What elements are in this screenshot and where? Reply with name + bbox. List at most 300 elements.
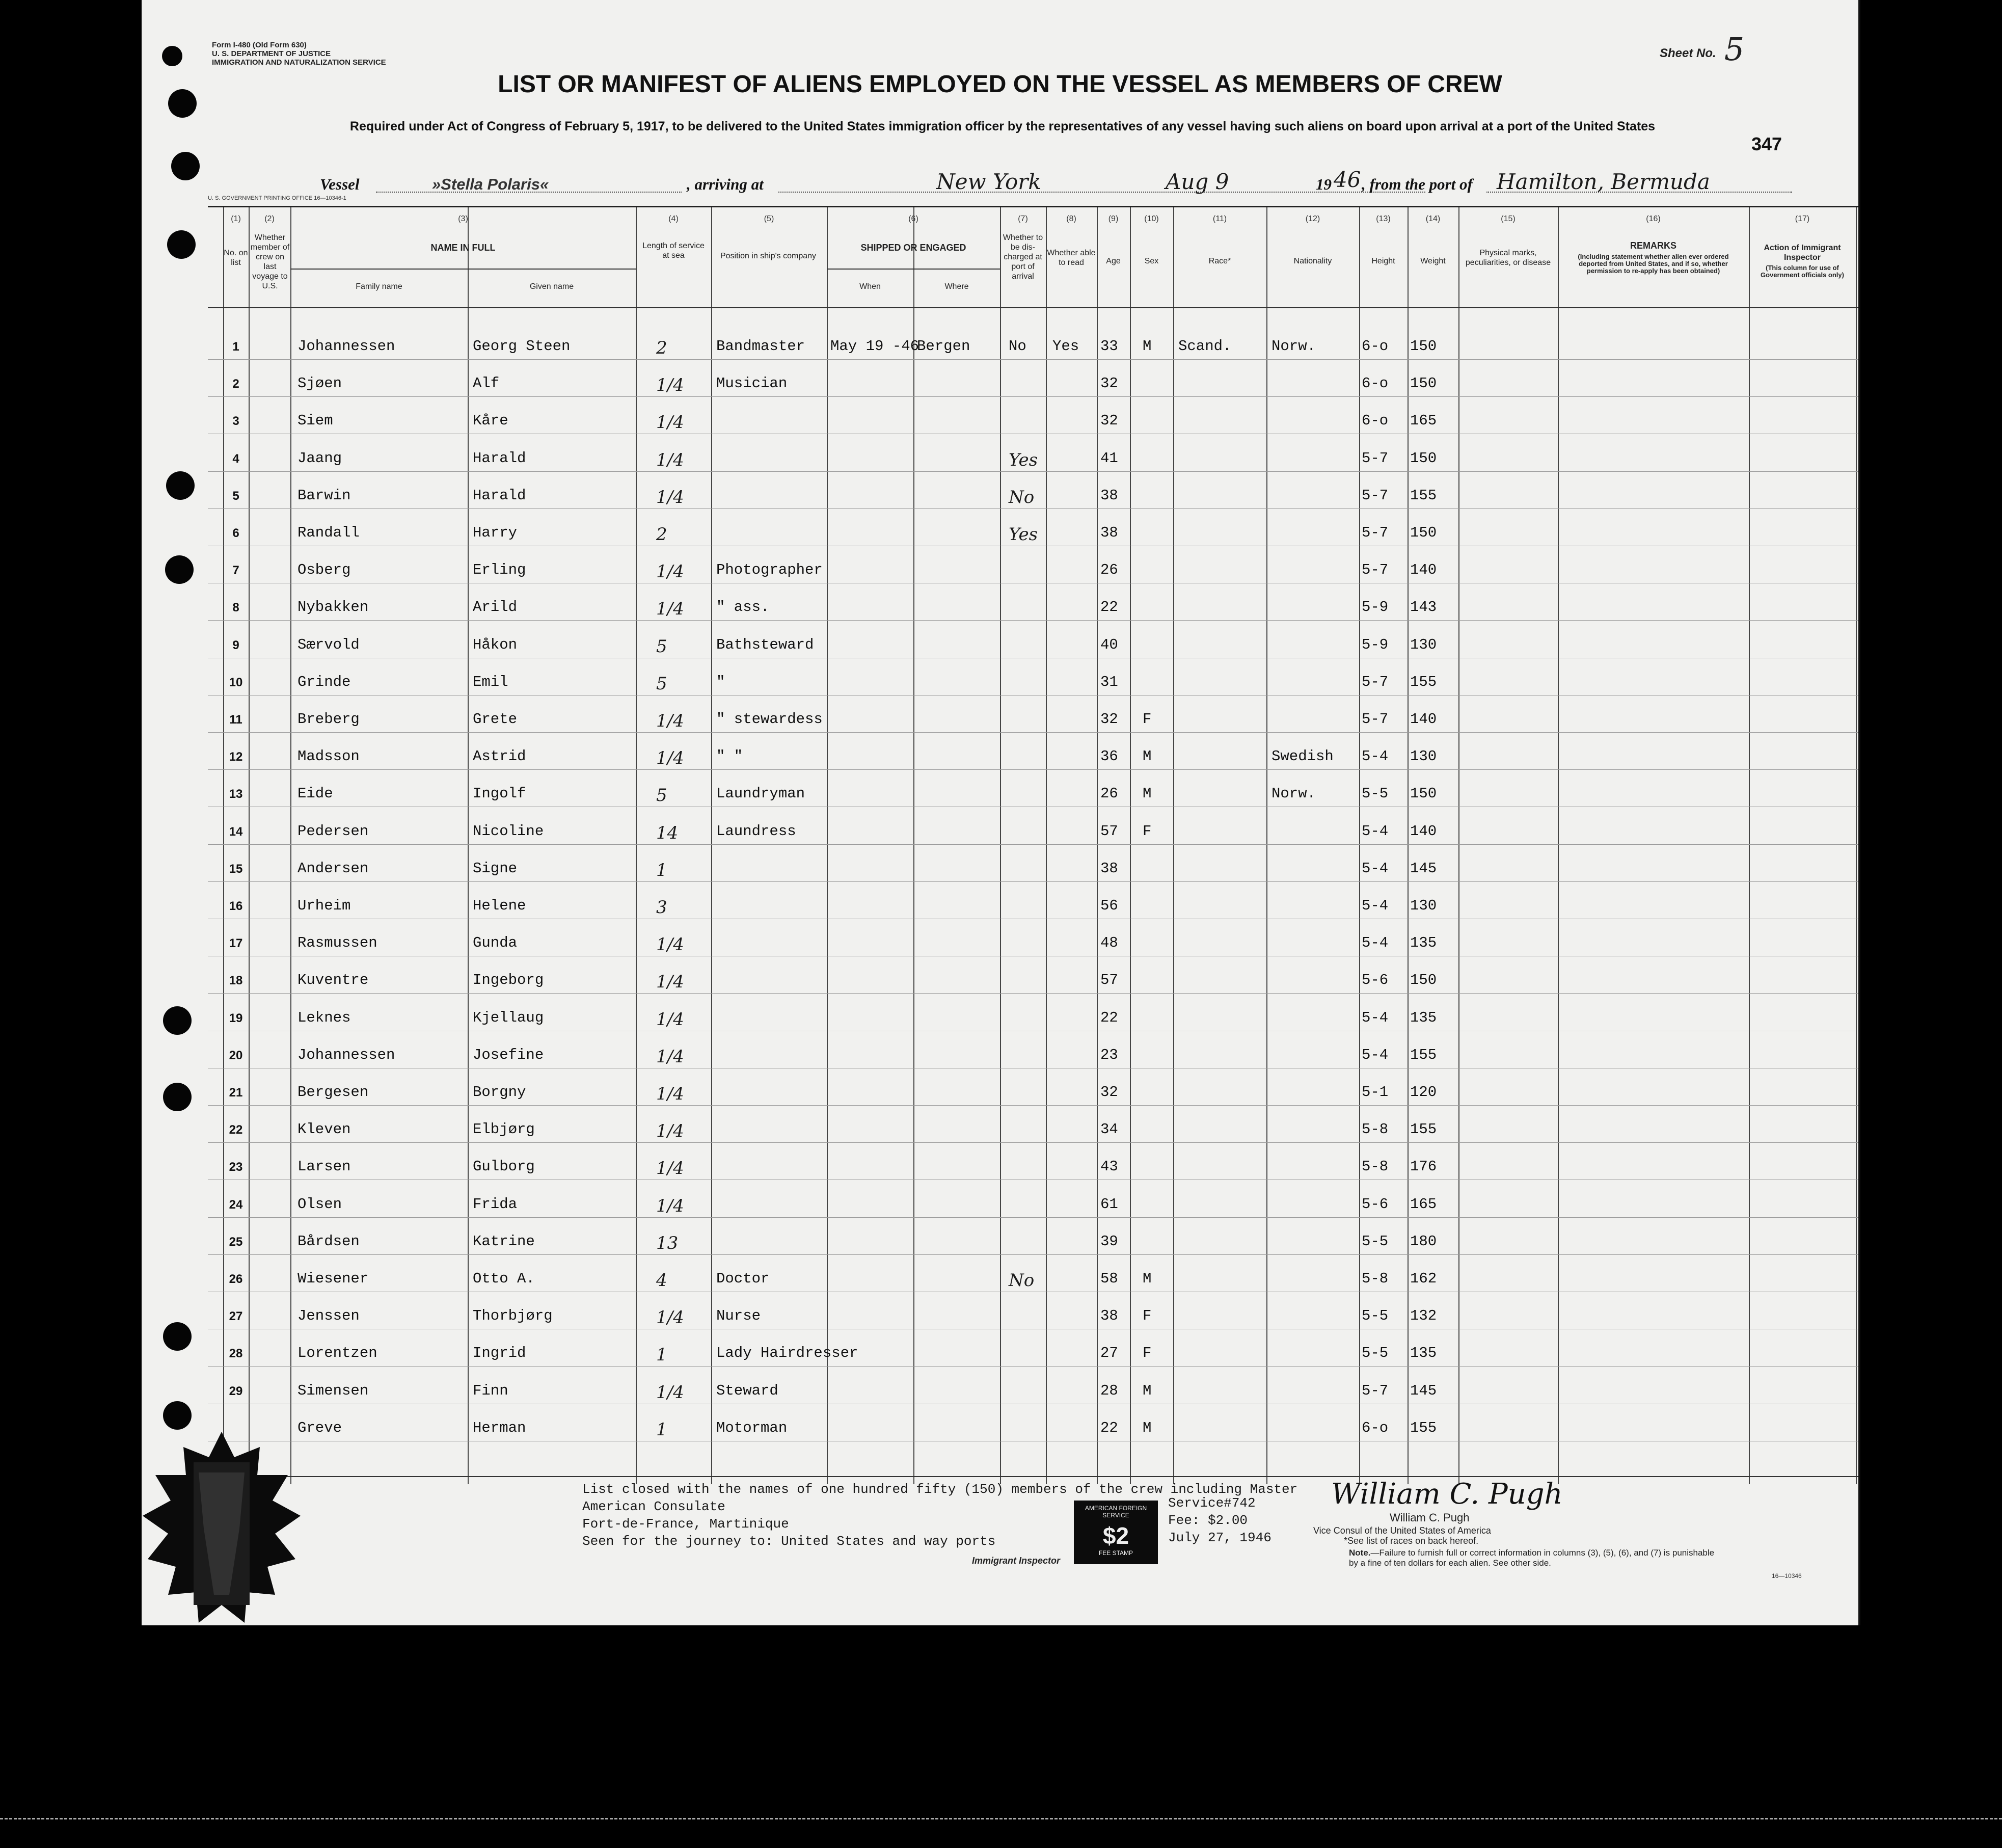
- height-cell: 5-7: [1362, 711, 1389, 728]
- age-cell: 61: [1100, 1195, 1118, 1213]
- service-length-cell: 3: [656, 897, 667, 918]
- header-rule: [290, 269, 636, 270]
- weight-cell: 162: [1410, 1270, 1437, 1287]
- weight-cell: 145: [1410, 860, 1437, 877]
- stamp-label: AMERICAN FOREIGN SERVICE: [1085, 1505, 1147, 1519]
- row-number: 2: [232, 377, 239, 391]
- family-name-cell: Barwin: [297, 487, 351, 504]
- height-cell: 5-5: [1362, 1233, 1389, 1250]
- inspector-label: Immigrant Inspector: [972, 1556, 1061, 1566]
- column-number: (10): [1144, 215, 1159, 223]
- row-rule: [208, 1142, 1858, 1143]
- printing-office-line: U. S. GOVERNMENT PRINTING OFFICE 16—10346-1: [208, 195, 346, 201]
- binder-hole: [163, 1401, 192, 1430]
- height-cell: 5-7: [1362, 1382, 1389, 1399]
- height-cell: 5-4: [1362, 897, 1389, 914]
- closing-line: Fort-de-France, Martinique: [582, 1516, 789, 1532]
- weight-cell: 155: [1410, 487, 1437, 504]
- service-length-cell: 1: [656, 860, 667, 880]
- arrival-year: 46: [1334, 167, 1361, 192]
- sheet-number: [1660, 31, 1744, 68]
- row-number: 11: [229, 713, 242, 727]
- age-cell: 22: [1100, 1009, 1118, 1026]
- binder-hole: [163, 1322, 192, 1351]
- discharged-cell: No: [1009, 487, 1035, 507]
- stamp-value: $2: [1102, 1522, 1129, 1549]
- age-cell: 33: [1100, 338, 1118, 355]
- header-discharged: Whether to be dis-charged at port of arrival: [1003, 233, 1043, 281]
- family-name-cell: Lorentzen: [297, 1345, 377, 1362]
- weight-cell: 135: [1410, 1345, 1437, 1362]
- age-cell: 39: [1100, 1233, 1118, 1250]
- position-cell: ": [716, 673, 725, 690]
- service-length-cell: 1/4: [656, 711, 684, 731]
- given-name-cell: Astrid: [473, 748, 526, 765]
- row-rule: [208, 769, 1858, 770]
- signer-name: William C. Pugh: [1390, 1511, 1470, 1524]
- column-rule: [711, 207, 712, 1484]
- closing-line: List closed with the names of one hundred fifty (150) members of the crew including Master: [582, 1482, 1298, 1497]
- header-given-name: Given name: [529, 282, 574, 291]
- weight-cell: 135: [1410, 1009, 1437, 1026]
- column-number: (1): [231, 215, 241, 223]
- service-length-cell: 2: [656, 338, 667, 358]
- sex-cell: M: [1143, 1270, 1152, 1287]
- vessel-name: »Stella Polaris«: [432, 175, 549, 193]
- given-name-cell: Herman: [473, 1419, 526, 1436]
- weight-cell: 130: [1410, 897, 1437, 914]
- service-length-cell: 1: [656, 1345, 667, 1365]
- height-cell: 5-4: [1362, 822, 1389, 840]
- column-number: (6): [908, 215, 918, 223]
- column-rule: [636, 207, 637, 1484]
- height-cell: 5-7: [1362, 449, 1389, 467]
- column-rule: [913, 207, 914, 1484]
- family-name-cell: Andersen: [297, 860, 369, 877]
- weight-cell: 140: [1410, 822, 1437, 840]
- given-name-cell: Frida: [473, 1195, 518, 1213]
- family-name-cell: Bergesen: [297, 1084, 369, 1101]
- age-cell: 38: [1100, 1307, 1118, 1325]
- given-name-cell: Gulborg: [473, 1158, 535, 1175]
- row-rule: [208, 732, 1858, 733]
- sheet-no-value: 5: [1724, 31, 1745, 68]
- given-name-cell: Elbjørg: [473, 1121, 535, 1138]
- height-cell: 5-7: [1362, 487, 1389, 504]
- row-rule: [208, 1217, 1858, 1218]
- header-last-voyage: Whether member of crew on last voyage to U.S.: [250, 233, 290, 290]
- form-id-line: IMMIGRATION AND NATURALIZATION SERVICE: [212, 58, 386, 67]
- binder-hole: [166, 471, 195, 500]
- header-rule: [827, 269, 1000, 270]
- height-cell: 5-6: [1362, 1195, 1389, 1213]
- age-cell: 28: [1100, 1382, 1118, 1399]
- race-note: *See list of races on back hereof.: [1344, 1536, 1479, 1546]
- column-rule: [249, 207, 250, 1484]
- service-length-cell: 4: [656, 1270, 667, 1291]
- given-name-cell: Kåre: [473, 412, 508, 430]
- position-cell: Steward: [716, 1382, 778, 1399]
- weight-cell: 155: [1410, 673, 1437, 690]
- binder-hole: [167, 230, 196, 259]
- weight-cell: 150: [1410, 338, 1437, 355]
- family-name-cell: Grinde: [297, 673, 351, 690]
- column-rule: [1458, 207, 1459, 1484]
- age-cell: 22: [1100, 1419, 1118, 1436]
- height-cell: 5-9: [1362, 599, 1389, 616]
- binder-hole: [163, 1006, 192, 1035]
- column-number: (2): [264, 215, 275, 223]
- document-subtitle: Required under Act of Congress of February 5, 1917, to be delivered to the United States immigration officer by the representatives of any vessel having such aliens on board upon arrival at a port of the United States: [349, 119, 1656, 133]
- weight-cell: 145: [1410, 1382, 1437, 1399]
- age-cell: 41: [1100, 449, 1118, 467]
- family-name-cell: Sjøen: [297, 375, 342, 392]
- age-cell: 32: [1100, 711, 1118, 728]
- age-cell: 32: [1100, 1084, 1118, 1101]
- service-length-cell: 1/4: [656, 1382, 684, 1403]
- header-able-to-read: Whether able to read: [1047, 249, 1096, 267]
- scan-edge-line: [0, 1818, 2002, 1819]
- family-name-cell: Kleven: [297, 1121, 351, 1138]
- row-number: 27: [229, 1309, 243, 1324]
- from-port: Hamilton, Bermuda: [1497, 169, 1710, 194]
- family-name-cell: Kuventre: [297, 972, 369, 989]
- age-cell: 57: [1100, 972, 1118, 989]
- from-port-label: , from the port of: [1362, 175, 1473, 193]
- column-rule: [1266, 207, 1267, 1484]
- column-rule: [223, 207, 224, 1484]
- given-name-cell: Nicoline: [473, 822, 544, 840]
- consular-date: July 27, 1946: [1168, 1530, 1271, 1545]
- age-cell: 26: [1100, 561, 1118, 579]
- binder-hole: [163, 1083, 192, 1111]
- discharged-cell: Yes: [1009, 524, 1038, 545]
- discharged-cell: No: [1009, 1270, 1035, 1291]
- age-cell: 22: [1100, 599, 1118, 616]
- document-title: LIST OR MANIFEST OF ALIENS EMPLOYED ON THE VESSEL AS MEMBERS OF CREW: [498, 71, 1502, 98]
- column-rule: [1000, 207, 1001, 1484]
- row-rule: [208, 881, 1858, 882]
- position-cell: Lady Hairdresser: [716, 1345, 858, 1362]
- row-rule: [208, 471, 1858, 472]
- vessel-label: Vessel: [320, 175, 360, 193]
- form-id-line: U. S. DEPARTMENT OF JUSTICE: [212, 49, 331, 58]
- sex-cell: M: [1143, 748, 1152, 765]
- given-name-cell: Georg Steen: [473, 338, 571, 355]
- header-race: Race*: [1208, 257, 1231, 265]
- height-cell: 5-4: [1362, 748, 1389, 765]
- row-number: 3: [232, 414, 239, 428]
- row-rule: [208, 1254, 1858, 1255]
- service-length-cell: 1/4: [656, 1121, 684, 1142]
- row-rule: [208, 993, 1858, 994]
- row-number: 21: [229, 1086, 243, 1100]
- service-length-cell: 1/4: [656, 1084, 684, 1104]
- column-number: (12): [1305, 215, 1320, 223]
- row-number: 24: [229, 1197, 243, 1212]
- row-number: 26: [229, 1272, 243, 1286]
- header-where: Where: [944, 282, 969, 291]
- row-number: 9: [232, 638, 239, 652]
- age-cell: 40: [1100, 636, 1118, 653]
- age-cell: 38: [1100, 524, 1118, 541]
- age-cell: 58: [1100, 1270, 1118, 1287]
- binder-hole: [162, 46, 182, 66]
- weight-cell: 135: [1410, 934, 1437, 952]
- row-rule: [208, 359, 1858, 360]
- height-cell: 5-7: [1362, 524, 1389, 541]
- note-label: Note.: [1349, 1548, 1371, 1558]
- service-length-cell: 2: [656, 524, 667, 545]
- service-length-cell: 1/4: [656, 375, 684, 396]
- header-physical-marks: Physical marks, peculiarities, or disease: [1465, 249, 1551, 267]
- row-number: 15: [229, 862, 243, 876]
- row-rule: [208, 1105, 1858, 1106]
- given-name-cell: Signe: [473, 860, 518, 877]
- header-when: When: [859, 282, 881, 291]
- sex-cell: M: [1143, 1419, 1152, 1436]
- row-rule: [208, 844, 1858, 845]
- row-number: 6: [232, 526, 239, 540]
- consul-signature: William C. Pugh: [1331, 1478, 1563, 1511]
- sex-cell: M: [1143, 338, 1152, 355]
- position-cell: Motorman: [716, 1419, 788, 1436]
- given-name-cell: Alf: [473, 375, 500, 392]
- row-number: 19: [229, 1011, 243, 1025]
- service-length-cell: 1/4: [656, 1195, 684, 1216]
- given-name-cell: Borgny: [473, 1084, 526, 1101]
- nationality-cell: Norw.: [1271, 785, 1316, 802]
- service-length-cell: 13: [656, 1233, 679, 1253]
- document-number: 347: [1751, 133, 1782, 154]
- header-shipped-engaged: SHIPPED OR ENGAGED: [860, 243, 966, 253]
- column-number: (3): [458, 215, 468, 223]
- race-cell: Scand.: [1178, 338, 1232, 355]
- given-name-cell: Kjellaug: [473, 1009, 544, 1026]
- weight-cell: 176: [1410, 1158, 1437, 1175]
- weight-cell: 150: [1410, 375, 1437, 392]
- row-number: 18: [229, 974, 243, 988]
- sex-cell: M: [1143, 785, 1152, 802]
- family-name-cell: Eide: [297, 785, 333, 802]
- column-rule: [1856, 207, 1857, 1484]
- position-cell: Nurse: [716, 1307, 761, 1325]
- family-name-cell: Jaang: [297, 449, 342, 467]
- height-cell: 5-8: [1362, 1270, 1389, 1287]
- column-rule: [290, 207, 291, 1484]
- fee-stamp: [1074, 1501, 1158, 1564]
- stamp-bottom: FEE STAMP: [1098, 1549, 1133, 1557]
- header-no-on-list: No. on list: [224, 249, 248, 267]
- closing-line: Seen for the journey to: United States and way ports: [582, 1534, 996, 1549]
- header-rule: [208, 307, 1858, 308]
- family-name-cell: Rasmussen: [297, 934, 377, 952]
- position-cell: Laundryman: [716, 785, 805, 802]
- given-name-cell: Grete: [473, 711, 518, 728]
- given-name-cell: Erling: [473, 561, 526, 579]
- given-name-cell: Ingrid: [473, 1345, 526, 1362]
- service-length-cell: 1/4: [656, 934, 684, 955]
- binder-hole: [171, 152, 200, 180]
- penalty-note: [1349, 1548, 1716, 1568]
- header-remarks: REMARKS: [1630, 240, 1676, 251]
- column-rule: [1359, 207, 1360, 1484]
- weight-cell: 155: [1410, 1046, 1437, 1063]
- sex-cell: M: [1143, 1382, 1152, 1399]
- service-length-cell: 14: [656, 822, 679, 843]
- height-cell: 5-4: [1362, 860, 1389, 877]
- weight-cell: 150: [1410, 449, 1437, 467]
- height-cell: 5-1: [1362, 1084, 1389, 1101]
- weight-cell: 155: [1410, 1419, 1437, 1436]
- position-cell: " stewardess: [716, 711, 823, 728]
- row-number: 22: [229, 1123, 243, 1137]
- row-number: 20: [229, 1048, 243, 1062]
- given-name-cell: Katrine: [473, 1233, 535, 1250]
- form-code: 16—10346: [1772, 1572, 1802, 1579]
- row-number: 14: [229, 824, 243, 839]
- column-rule: [1046, 207, 1047, 1484]
- height-cell: 5-4: [1362, 1009, 1389, 1026]
- age-cell: 31: [1100, 673, 1118, 690]
- family-name-cell: Urheim: [297, 897, 351, 914]
- height-cell: 5-5: [1362, 1307, 1389, 1325]
- discharged-cell: No: [1009, 338, 1026, 355]
- row-number: 12: [229, 750, 243, 764]
- given-name-cell: Harald: [473, 487, 526, 504]
- header-weight: Weight: [1420, 257, 1446, 265]
- given-name-cell: Ingolf: [473, 785, 526, 802]
- weight-cell: 165: [1410, 1195, 1437, 1213]
- column-number: (5): [764, 215, 774, 223]
- row-number: 23: [229, 1160, 243, 1174]
- family-name-cell: Siem: [297, 412, 333, 430]
- row-number: 28: [229, 1347, 243, 1361]
- age-cell: 56: [1100, 897, 1118, 914]
- height-cell: 5-6: [1362, 972, 1389, 989]
- family-name-cell: Greve: [297, 1419, 342, 1436]
- service-length-cell: 1/4: [656, 748, 684, 769]
- row-number: 10: [229, 675, 243, 689]
- consular-fee-block: [1168, 1494, 1271, 1546]
- age-cell: 34: [1100, 1121, 1118, 1138]
- table-bottom-rule: [208, 1476, 1858, 1477]
- column-number: (13): [1376, 215, 1391, 223]
- given-name-cell: Thorbjørg: [473, 1307, 553, 1325]
- column-rule: [1173, 207, 1174, 1484]
- sheet-label: Sheet No.: [1660, 46, 1716, 60]
- row-number: 29: [229, 1384, 243, 1398]
- given-name-cell: Arild: [473, 599, 518, 616]
- service-length-cell: 1/4: [656, 599, 684, 620]
- column-number: (14): [1425, 215, 1441, 223]
- height-cell: 5-5: [1362, 785, 1389, 802]
- fee-amount: Fee: $2.00: [1168, 1513, 1248, 1528]
- family-name-cell: Wiesener: [297, 1270, 369, 1287]
- form-id-line: Form I-480 (Old Form 630): [212, 41, 307, 49]
- age-cell: 38: [1100, 860, 1118, 877]
- position-cell: Laundress: [716, 822, 796, 840]
- nationality-cell: Norw.: [1271, 338, 1316, 355]
- row-number: 17: [229, 936, 243, 951]
- row-rule: [208, 396, 1858, 397]
- age-cell: 48: [1100, 934, 1118, 952]
- service-length-cell: 1/4: [656, 1046, 684, 1067]
- sex-cell: F: [1143, 711, 1152, 728]
- height-cell: 6-o: [1362, 338, 1389, 355]
- position-cell: Bandmaster: [716, 338, 805, 355]
- given-name-cell: Ingeborg: [473, 972, 544, 989]
- shipped-where-cell: Bergen: [917, 338, 970, 355]
- family-name-cell: Pedersen: [297, 822, 369, 840]
- header-inspector-sub: (This column for use of Government officials only): [1761, 264, 1844, 279]
- position-cell: Doctor: [716, 1270, 770, 1287]
- height-cell: 5-8: [1362, 1121, 1389, 1138]
- service-length-cell: 1/4: [656, 972, 684, 993]
- column-rule: [1408, 207, 1409, 1484]
- weight-cell: 120: [1410, 1084, 1437, 1101]
- note-text: —Failure to furnish full or correct information in columns (3), (5), (6), and (7) is punishable by a fine of ten dollars for each alien. See other side.: [1349, 1548, 1715, 1568]
- position-cell: " ass.: [716, 599, 770, 616]
- age-cell: 57: [1100, 822, 1118, 840]
- age-cell: 23: [1100, 1046, 1118, 1063]
- column-rule: [827, 207, 828, 1484]
- shipped-when-cell: May 19 -46: [830, 338, 919, 355]
- family-name-cell: Breberg: [297, 711, 360, 728]
- family-name-cell: Johannessen: [297, 1046, 395, 1063]
- family-name-cell: Nybakken: [297, 599, 369, 616]
- height-cell: 5-5: [1362, 1345, 1389, 1362]
- sex-cell: F: [1143, 1307, 1152, 1325]
- column-number: (17): [1795, 215, 1810, 223]
- weight-cell: 130: [1410, 636, 1437, 653]
- embossed-seal: [138, 1427, 306, 1641]
- given-name-cell: Finn: [473, 1382, 508, 1399]
- age-cell: 27: [1100, 1345, 1118, 1362]
- column-number: (9): [1108, 215, 1119, 223]
- service-length-cell: 5: [656, 785, 667, 806]
- sex-cell: F: [1143, 1345, 1152, 1362]
- closing-line: American Consulate: [582, 1499, 725, 1514]
- row-number: 1: [232, 340, 239, 354]
- family-name-cell: Simensen: [297, 1382, 369, 1399]
- able-to-read-cell: Yes: [1052, 338, 1079, 355]
- row-number: 7: [232, 564, 239, 578]
- family-name-cell: Madsson: [297, 748, 360, 765]
- age-cell: 32: [1100, 375, 1118, 392]
- weight-cell: 130: [1410, 748, 1437, 765]
- family-name-cell: Bårdsen: [297, 1233, 360, 1250]
- header-height: Height: [1371, 257, 1395, 265]
- height-cell: 5-8: [1362, 1158, 1389, 1175]
- given-name-cell: Helene: [473, 897, 526, 914]
- nationality-cell: Swedish: [1271, 748, 1334, 765]
- row-rule: [208, 1366, 1858, 1367]
- weight-cell: 150: [1410, 785, 1437, 802]
- given-name-cell: Otto A.: [473, 1270, 535, 1287]
- given-name-cell: Harry: [473, 524, 518, 541]
- family-name-cell: Larsen: [297, 1158, 351, 1175]
- column-number: (16): [1646, 215, 1661, 223]
- sex-cell: F: [1143, 822, 1152, 840]
- height-cell: 5-9: [1362, 636, 1389, 653]
- weight-cell: 150: [1410, 972, 1437, 989]
- service-length-cell: 1/4: [656, 561, 684, 582]
- row-rule: [208, 508, 1858, 509]
- height-cell: 6-o: [1362, 375, 1389, 392]
- row-number: 8: [232, 601, 239, 615]
- service-length-cell: 1/4: [656, 1009, 684, 1030]
